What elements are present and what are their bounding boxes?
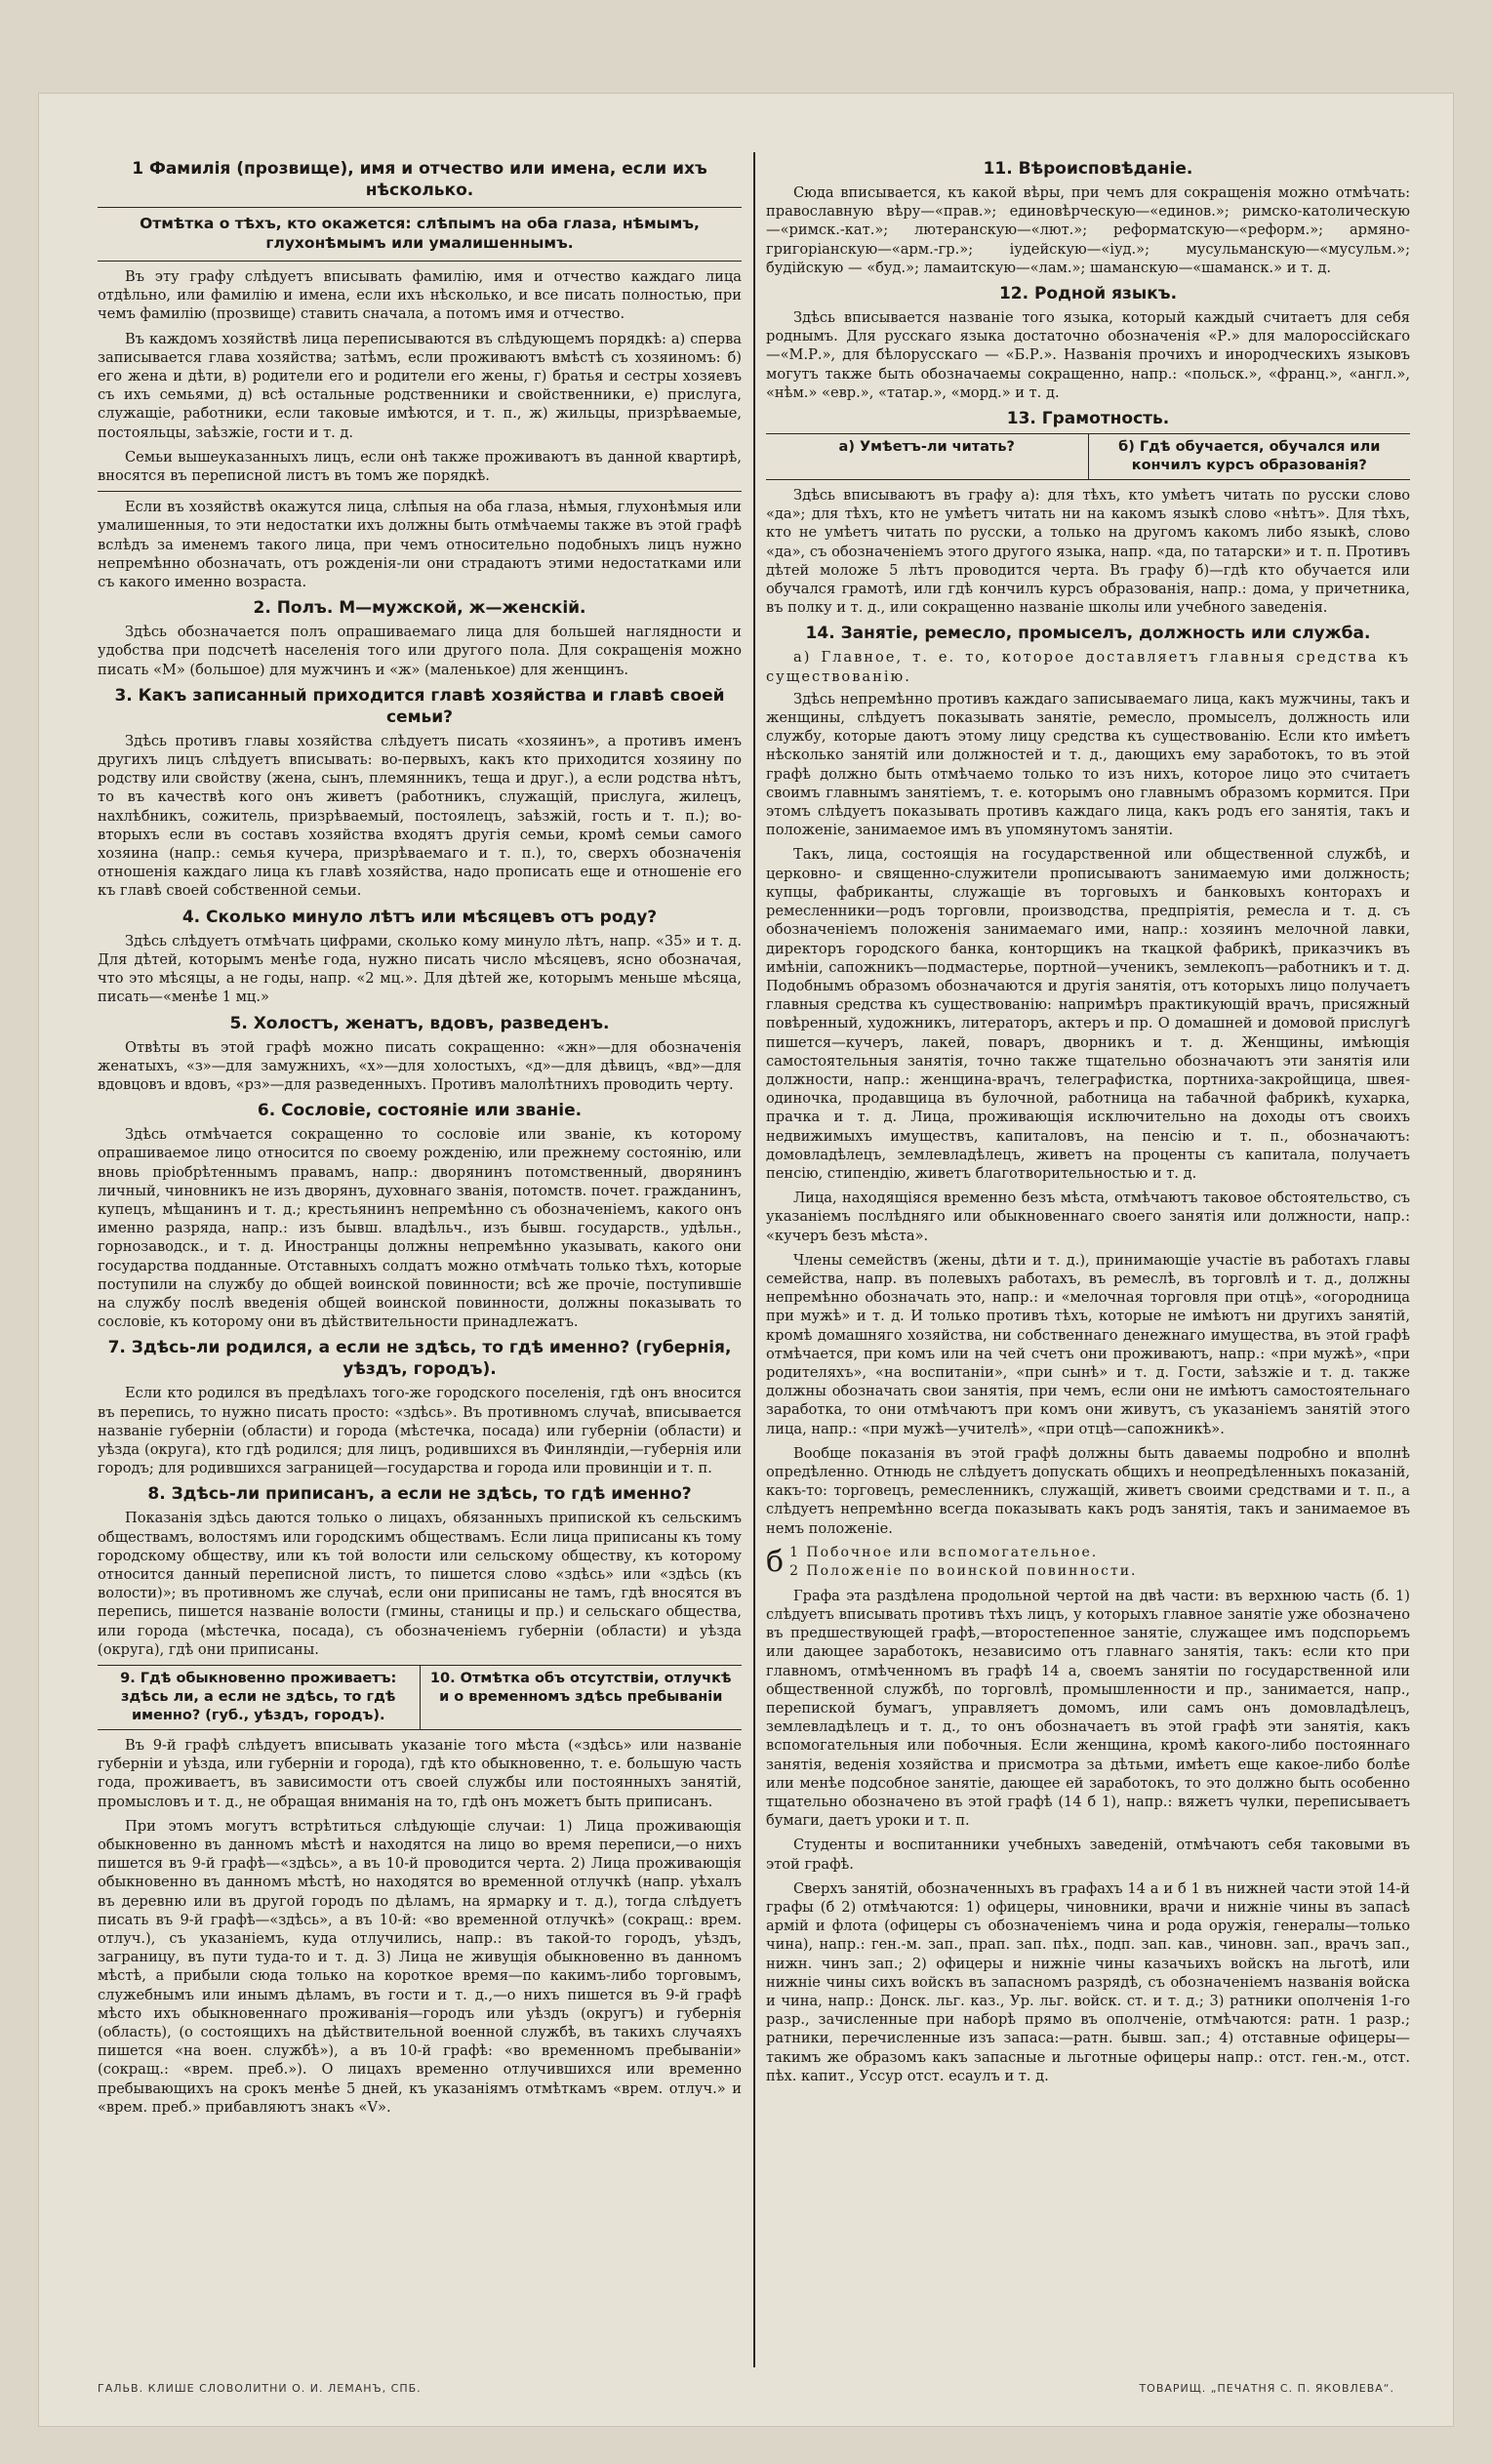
- paragraph: Здѣсь отмѣчается сокращенно то сословіе или званіе, къ которому опрашиваемое лицо относится по своему рожденію, или прежнему состоянію, или вновь пріобрѣтеннымъ правамъ, напр.: дворянинъ потомственный, дворянинъ личный, чиновникъ не изъ дворянъ, духовнаго званія, потомств. почет. гражданинъ, купецъ, мѣщанинъ и т. д.; крестьянинъ непремѣнно съ обозначеніемъ, какого онъ именно разряда, напр.: изъ бывш. владѣльч., изъ бывш. государств., удѣльн., горнозаводск., и т. д. Иностранцы должны непремѣнно указывать, какого они государства подданные. Отставныхъ солдатъ можно отмѣчать только тѣхъ, которые поступили на службу до общей воинской повинности; всѣ же прочіе, поступившіе на службу послѣ введенія общей воинской повинности, должны показывать то сословіе, къ которому они въ дѣйствительности принадлежатъ.: [98, 1126, 742, 1331]
- section-14a-subtitle: а) Главное, т. е. то, которое доставляетъ главныя средства къ существованію.: [766, 649, 1410, 685]
- section-13-title: 13. Грамотность.: [1006, 409, 1170, 429]
- section-6-title: 6. Сословіе, состояніе или званіе.: [257, 1101, 583, 1121]
- paragraph: Здѣсь слѣдуетъ отмѣчать цифрами, сколько кому минуло лѣтъ, напр. «35» и т. д. Для дѣтей, которымъ менѣе года, нужно писать число мѣсяцевъ, ясно обозначая, что это мѣсяцы, а не годы, напр. «2 мц.». Для дѣтей же, которымъ меньше мѣсяца, писать—«менѣе 1 мц.»: [98, 932, 742, 1006]
- paragraph: Графа эта раздѣлена продольной чертой на двѣ части: въ верхнюю часть (б. 1) слѣдуетъ вписывать противъ тѣхъ лицъ, у которыхъ главное занятіе уже обозначено въ предшествующей графѣ,—второстепенное занятіе, служащее имъ подспорьемъ или дающее заработокъ, независимо отъ главнаго занятія, такъ: если кто при главномъ, отмѣченномъ въ графѣ 14 а, своемъ занятіи по государственной или общественной службѣ, по торговлѣ, промышленности и пр., занимается, напр., перепиской бумагъ, управляетъ домомъ, или самъ онъ домовладѣлецъ, землевладѣлецъ и т. д., то онъ обозначаетъ въ этой графѣ эти занятія, какъ вспомогательныя или побочныя. Если женщина, кромѣ какого-либо постояннаго занятія, веденія хозяйства и присмотра за дѣтьми, имѣетъ еще какое-либо болѣе или менѣе подсобное занятіе, дающее ей заработокъ, то это должно быть особенно тщательно обозначено въ этой графѣ (14 б 1), напр.: вяжетъ чулки, переписываетъ бумаги, даетъ уроки и т. п.: [766, 1587, 1410, 1830]
- paragraph: Въ каждомъ хозяйствѣ лица переписываются въ слѣдующемъ порядкѣ: а) сперва записывается глава хозяйства; затѣмъ, если проживаютъ вмѣстѣ съ хозяиномъ: б) его жена и дѣти, в) родители его и родители его жены, г) братья и сестры хозяевъ съ ихъ семьями, д) всѣ остальные родственники и свойственники, е) прислуга, служащіе, работники, если таковые имѣются, и т. п., ж) жильцы, призрѣваемые, постояльцы, заѣзжіе, гости и т. д.: [98, 330, 742, 441]
- census-instructions-sheet: [39, 94, 1453, 2426]
- column-divider: [753, 152, 755, 2367]
- brace-mark: б: [766, 1544, 785, 1579]
- section-12-title: 12. Родной языкъ.: [998, 284, 1178, 304]
- section-10-title: 10. Отмѣтка объ отсутствіи, отлучкѣ и о временномъ здѣсь пребываніи: [420, 1666, 743, 1729]
- paragraph: Здѣсь противъ главы хозяйства слѣдуетъ писать «хозяинъ», а противъ именъ другихъ лицъ слѣдуетъ вписывать: во-первыхъ, какъ кто приходится хозяину по родству или свойству (жена, сынъ, племянникъ, теща и друг.), а если родства нѣтъ, то въ качествѣ кого онъ живетъ (работникъ, служащій, прислуга, жилецъ, нахлѣбникъ, сожитель, призрѣваемый, постоялецъ, заѣзжій, гость и т. п.); во-вторыхъ если въ составъ хозяйства входятъ другія семьи, кромѣ семьи самого хозяина (напр.: семья кучера, призрѣваемаго и т. п.), то, сверхъ обозначенія отношенія каждаго лица къ главѣ хозяйства, надо прописать еще и отношеніе его къ главѣ своей собственной семьи.: [98, 732, 742, 900]
- paragraph: Такъ, лица, состоящія на государственной или общественной службѣ, и церковно- и священно-служители прописываютъ занимаемую ими должность; купцы, фабриканты, служащіе въ торговыхъ и банковыхъ конторахъ и ремесленники—родъ торговли, производства, предпріятія, ремесла и т. д. съ обозначеніемъ положенія занимаемаго ими, напр.: хозяинъ мелочной лавки, директоръ городского банка, конторщикъ на ткацкой фабрикѣ, приказчикъ въ имѣніи, сапожникъ—подмастерье, портной—ученикъ, землекопъ—работникъ и т. д. Подобнымъ образомъ обозначаются и другія занятія, отъ которыхъ лицо получаетъ главныя средства къ существованію: напримѣръ практикующій врачъ, присяжный повѣренный, художникъ, литераторъ, актеръ и пр. О домашней и домовой прислугѣ пишется—кучеръ, лакей, поваръ, дворникъ и т. д. Женщины, имѣющія самостоятельныя занятія, точно также тщательно обозначаютъ эти занятія или должности, напр.: женщина-врачъ, телеграфистка, портниха-закройщица, швея-одиночка, продавщица въ булочной, работница на табачной фабрикѣ, кухарка, прачка и т. д. Лица, проживающія исключительно на доходы отъ своихъ недвижимыхъ имуществъ, капиталовъ, на пенсію и т. п., обозначаютъ: домовладѣлецъ, землевладѣлецъ, живетъ на проценты съ капитала, получаетъ пенсію, стипендію, живетъ благотворительностью и т. д.: [766, 846, 1410, 1182]
- section-13b-title: б) Гдѣ обучается, обучался или кончилъ курсъ образованія?: [1088, 434, 1411, 479]
- section-14b2-label: 2 Положеніе по воинской повинности.: [789, 1562, 1138, 1579]
- section-4-title: 4. Сколько минуло лѣтъ или мѣсяцевъ отъ роду?: [181, 907, 658, 927]
- paragraph: Семьи вышеуказанныхъ лицъ, если онѣ также проживаютъ въ данной квартирѣ, вносятся въ переписной листъ въ томъ же порядкѣ.: [98, 448, 742, 485]
- paragraph: Сюда вписывается, къ какой вѣры, при чемъ для сокращенія можно отмѣчать: православную вѣру—«прав.»; единовѣрческую—«единов.»; римско-католическую—«римск.-кат.»; лютеранскую—«лют.»; реформатскую—«реформ.»; армяно-григоріанскую—«арм.-гр.»; іудейскую—«іуд.»; мусульманскую—«мусульм.»; будійскую — «буд.»; ламаитскую—«лам.»; шаманскую—«шаманск.» и т. д.: [766, 184, 1410, 276]
- paragraph: Здѣсь вписываютъ въ графу а): для тѣхъ, кто умѣетъ читать по русски слово «да»; для тѣхъ, кто не умѣетъ читать ни на какомъ языкѣ слово «нѣтъ». Для тѣхъ, кто не умѣетъ читать по русски, а только на другомъ какомъ либо языкѣ, слово «да», съ обозначеніемъ этого другого языка, напр. «да, по татарски» и т. п. Противъ дѣтей моложе 5 лѣтъ проводится черта. Въ графу б)—гдѣ кто обучается или обучался грамотѣ, или гдѣ кончилъ курсъ образованія, напр.: дома, у причетника, въ полку и т. д., или сокращенно названіе школы или учебного заведенія.: [766, 487, 1410, 617]
- paragraph: Показанія здѣсь даются только о лицахъ, обязанныхъ припиской къ сельскимъ обществамъ, волостямъ или городскимъ обществамъ. Если лица приписаны къ тому городскому обществу, или къ той волости или сельскому обществу, къ которому относится данный переписной листъ, то пишется слово «здѣсь» или «здѣсь (къ волости)»; въ противномъ же случаѣ, если они приписаны не тамъ, гдѣ вносятся въ перепись, пишется названіе волости (гмины, станицы и пр.) и сельскаго общества, или города (мѣстечка, посада), съ обозначеніемъ губерніи (области) и уѣзда (округа), гдѣ они приписаны.: [98, 1510, 742, 1658]
- paragraph: Сверхъ занятій, обозначенныхъ въ графахъ 14 а и б 1 въ нижней части этой 14-й графы (б 2) отмѣчаются: 1) офицеры, чиновники, врачи и нижніе чины въ запасѣ армій и флота (офицеры съ обозначеніемъ чина и рода оружія, генералы—только чина), напр.: ген.-м. зап., прап. зап. пѣх., подп. зап. кав., чиновн. зап., врачъ зап., нижн. чинъ зап.; 2) офицеры и нижніе чины казачьихъ войскъ на льготѣ, или нижніе чины сихъ войскъ въ запасномъ разрядѣ, съ обозначеніемъ названія войска и чина, напр.: Донск. льг. каз., Ур. льг. войск. ст. и т. д.; 3) ратники ополченія 1-го разр., зачисленные при наборѣ прямо въ ополченіе, отмѣчаются: ратн. 1 разр.; ратники, перечисленные изъ запаса:—ратн. бывш. зап.; 4) отставные офицеры—такимъ же образомъ какъ запасные и льготные офицеры напр.: отст. ген.-м., отст. пѣх. капит., Уссур отст. есаулъ и т. д.: [766, 1879, 1410, 2084]
- paragraph: Лица, находящіяся временно безъ мѣста, отмѣчаютъ таковое обстоятельство, съ указаніемъ послѣдняго или обыкновеннаго своего занятія или должности, напр.: «кучеръ безъ мѣста».: [766, 1190, 1410, 1244]
- section-9-10-header: [98, 1665, 742, 1730]
- section-8-title: 8. Здѣсь-ли приписанъ, а если не здѣсь, то гдѣ именно?: [147, 1484, 692, 1505]
- paragraph: Члены семействъ (жены, дѣти и т. д.), принимающіе участіе въ работахъ главы семейства, напр. въ полевыхъ работахъ, въ ремеслѣ, въ торговлѣ и т. д., должны непремѣнно обозначать это, напр.: и «мелочная торговля при отцѣ», «огородница при мужѣ» и т. д. И только противъ тѣхъ, которые не имѣютъ ни другихъ занятій, кромѣ домашняго хозяйства, ни собственнаго денежнаго имущества, въ этой графѣ отмѣчается, при комъ или на чей счетъ они проживаютъ, напр.: «при мужѣ», «при родителяхъ», «на воспитаніи», «при сынѣ» и т. д. Гости, заѣзжіе и т. д. также должны обозначать свои занятія, при чемъ, если они не имѣютъ самостоятельнаго заработка, то они отмѣчаютъ при комъ они живутъ, съ указаніемъ занятій этого лица, напр.: «при мужѣ—учителѣ», «при отцѣ—сапожникѣ».: [766, 1251, 1410, 1437]
- section-14b1-label: 1 Побочное или вспомогательное.: [789, 1544, 1099, 1560]
- section-14b-subtitle: [766, 1544, 1410, 1581]
- section-divider: [98, 261, 742, 262]
- paragraph: Если кто родился въ предѣлахъ того-же городского поселенія, гдѣ онъ вносится въ перепись, то нужно писать просто: «здѣсь». Въ противномъ случаѣ, вписывается названіе губерніи (области) и города (мѣстечка, посада) или губерніи (области) и уѣзда (округа), кто гдѣ родился; для лицъ, родившихся въ Финляндіи,—губернія или городъ; для родившихся заграницей—государства и города или провинціи и т. п.: [98, 1385, 742, 1477]
- section-5-title: 5. Холостъ, женатъ, вдовъ, разведенъ.: [229, 1013, 610, 1033]
- paragraph: Въ 9-й графѣ слѣдуетъ вписывать указаніе того мѣста («здѣсь» или названіе губерніи и уѣзда, или губерніи и города), гдѣ кто обыкновенно, т. е. большую часть года, проживаетъ, въ зависимости отъ своей службы или постоянныхъ занятій, промысловъ и т. д., не обращая вниманія на то, гдѣ онъ можетъ быть приписанъ.: [98, 1736, 742, 1810]
- section-13a-title: а) Умѣетъ-ли читать?: [838, 439, 1015, 456]
- paragraph: Если въ хозяйствѣ окажутся лица, слѣпыя на оба глаза, нѣмыя, глухонѣмыя или умалишенныя, то эти недостатки ихъ должны быть отмѣчаемы также въ этой графѣ вслѣдъ за именемъ такого лица, при чемъ относительно подобныхъ лицъ нужно непремѣнно обозначать, отъ рожденія-ли они страдаютъ этими недостатками или съ какого именно возраста.: [98, 499, 742, 591]
- paragraph: Здѣсь вписывается названіе того языка, который каждый считаетъ для себя роднымъ. Для русскаго языка достаточно обозначенія «Р.» для малороссійскаго—«М.Р.», для бѣлорусскаго — «Б.Р.». Названія прочихъ и инородческихъ языковъ могутъ также быть обозначаемы сокращенно, напр.: «польск.», «франц.», «англ.», «нѣм.» «евр.», «татар.», «морд.» и т. д.: [766, 309, 1410, 401]
- paragraph: Вообще показанія въ этой графѣ должны быть даваемы подробно и вполнѣ опредѣленно. Отнюдь не слѣдуетъ допускать общихъ и неопредѣленныхъ показаній, какъ-то: торговецъ, ремесленникъ, служащій, живетъ своими средствами и т. п., а слѣдуетъ непремѣнно всегда показывать какъ родъ занятія, такъ и занимаемое въ немъ положеніе.: [766, 1444, 1410, 1537]
- section-divider: [98, 491, 742, 492]
- printer-credit-right: ТОВАРИЩ. „ПЕЧАТНЯ С. П. ЯКОВЛЕВА“.: [1139, 2382, 1394, 2395]
- paragraph: Студенты и воспитанники учебныхъ заведеній, отмѣчаютъ себя таковыми въ этой графѣ.: [766, 1837, 1410, 1873]
- paragraph: Здѣсь обозначается полъ опрашиваемаго лица для большей наглядности и удобства при подсчетѣ населенія того или другого пола. Для сокращенія можно писать «М» (большое) для мужчинъ и «ж» (маленькое) для женщинъ.: [98, 624, 742, 678]
- section-3-title: 3. Какъ записанный приходится главѣ хозяйства и главѣ своей семьи?: [114, 685, 725, 727]
- paragraph: Въ эту графу слѣдуетъ вписывать фамилію, имя и отчество каждаго лица отдѣльно, или фамилію и имена, если ихъ нѣсколько, и все писать полностью, при чемъ фамилію (прозвище) ставить сначала, а потомъ имя и отчество.: [98, 268, 742, 323]
- paragraph: Здѣсь непремѣнно противъ каждаго записываемаго лица, какъ мужчины, такъ и женщины, слѣдуетъ показывать занятіе, ремесло, промыселъ, должность или службу, которые даютъ этому лицу средства къ существованію. Если кто имѣетъ нѣсколько занятій или должностей и т. д., дающихъ ему заработокъ, то въ этой графѣ должно быть отмѣчаемо только то изъ нихъ, которое лицо это считаетъ своимъ главнымъ занятіемъ, т. е. которымъ оно главнымъ образомъ кормится. При этомъ слѣдуетъ показывать противъ каждаго лица, какъ родъ его занятія, такъ и положеніе, занимаемое имъ въ упомянутомъ занятіи.: [766, 690, 1410, 839]
- left-column: [98, 152, 742, 2367]
- section-2-title: 2. Полъ. М—мужской, ж—женскій.: [253, 598, 586, 619]
- section-11-title: 11. Вѣроисповѣданіе.: [983, 159, 1193, 179]
- paragraph: Отвѣты въ этой графѣ можно писать сокращенно: «жн»—для обозначенія женатыхъ, «з»—для замужнихъ, «х»—для холостыхъ, «д»—для дѣвицъ, «вд»—для вдовцовъ и вдовъ, «рз»—для разведенныхъ. Противъ малолѣтнихъ проводить черту.: [98, 1038, 742, 1093]
- section-7-title: 7. Здѣсь-ли родился, а если не здѣсь, то гдѣ именно? (губернія, уѣздъ, городъ).: [107, 1338, 732, 1380]
- section-divider: [98, 207, 742, 208]
- right-column: [766, 152, 1410, 2367]
- paragraph: При этомъ могутъ встрѣтиться слѣдующіе случаи: 1) Лица проживающія обыкновенно въ данномъ мѣстѣ и находятся на лицо во время переписи,—о нихъ пишется въ 9-й графѣ—«здѣсь», а въ 10-й проводится черта. 2) Лица проживающія обыкновенно въ данномъ мѣстѣ, но находятся во временной отлучкѣ (напр. уѣхалъ въ деревню или въ другой городъ по дѣламъ, на ярмарку и т. д.), тогда слѣдуетъ писать въ 9-й графѣ—«здѣсь», а въ 10-й: «во временной отлучкѣ» (сокращ.: врем. отлуч.), съ указаніемъ, куда отлучились, напр.: въ такой-то городъ, уѣздъ, заграницу, въ пути туда-то и т. д. 3) Лица не живущія обыкновенно въ данномъ мѣстѣ, а прибыли сюда только на короткое время—по какимъ-либо торговымъ, служебнымъ или инымъ дѣламъ, въ гости и т. д.,—о нихъ пишется въ 9-й графѣ мѣсто ихъ обыкновеннаго проживанія—городъ или уѣздъ (округъ) и губернія (область), (о состоящихъ на дѣйствительной военной службѣ, въ такихъ случаяхъ пишется «на воен. службѣ»), а въ 10-й графѣ: «во временномъ пребываніи» (сокращ.: «врем. преб.»). О лицахъ временно отлучившихся или временно пребывающихъ на срокъ менѣе 5 дней, къ указаніямъ отмѣткамъ «врем. отлуч.» и «врем. преб.» прибавляютъ знакъ «V».: [98, 1817, 742, 2116]
- section-14-title: 14. Занятіе, ремесло, промыселъ, должность или служба.: [805, 624, 1371, 644]
- section-9-title: 9. Гдѣ обыкновенно проживаетъ: здѣсь ли, а если не здѣсь, то гдѣ именно? (губ., уѣздъ, городъ).: [120, 1670, 397, 1723]
- printer-credit-left: ГАЛЬВ. КЛИШЕ СЛОВОЛИТНИ О. И. ЛЕМАНЪ, СПБ.: [98, 2382, 422, 2395]
- section-13-header: [766, 433, 1410, 480]
- section-1-subtitle: Отмѣтка о тѣхъ, кто окажется: слѣпымъ на оба глаза, нѣмымъ, глухонѣмымъ или умалишеннымъ.: [140, 215, 700, 252]
- section-1-title: 1 Фамилія (прозвище), имя и отчество или имена, если ихъ нѣсколько.: [132, 159, 707, 200]
